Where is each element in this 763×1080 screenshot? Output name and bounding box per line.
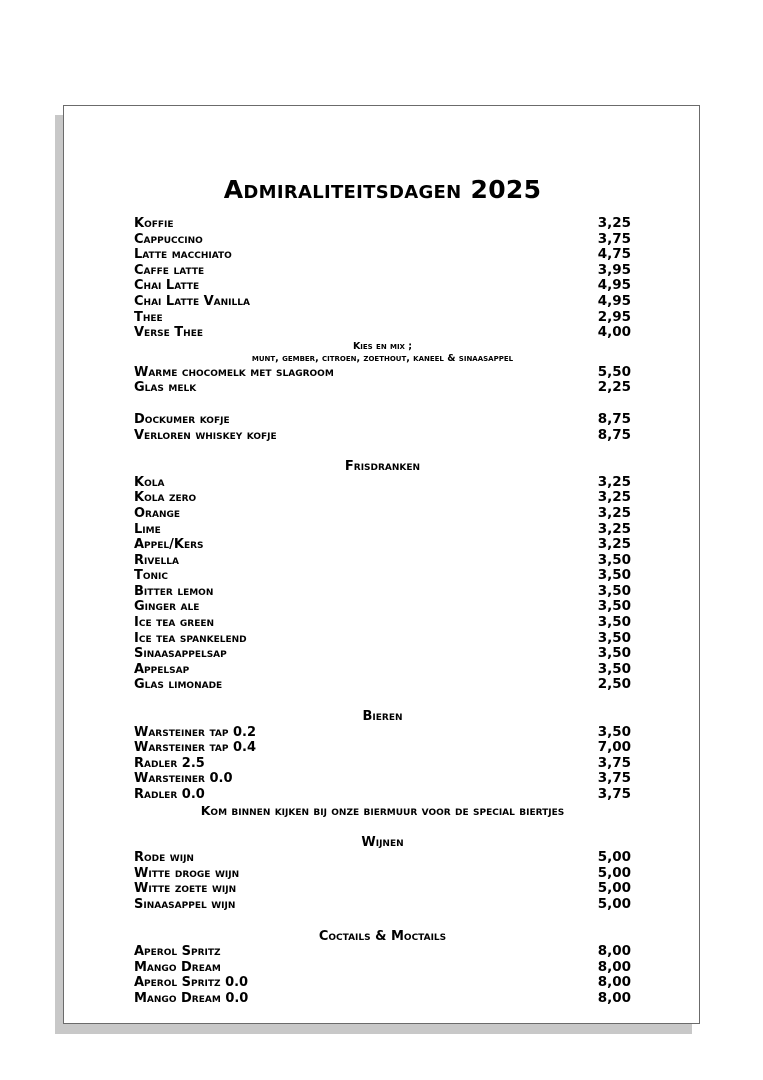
menu-item-row (134, 991, 631, 1007)
menu-item-row (134, 553, 631, 569)
biermuur-promo: Kom binnen kijken bij onze biermuur voor de special biertjes (200, 802, 565, 818)
menu-item-name: Warsteiner 0.0 (134, 771, 233, 787)
menu-item-row (134, 310, 631, 326)
menu-item-price: 8,00 (597, 974, 631, 991)
menu-item-name: Aperol Spritz 0.0 (134, 975, 249, 991)
warm-drinks-list (134, 216, 631, 341)
menu-item-price: 3,25 (597, 215, 631, 231)
menu-item-name: Tonic (134, 568, 169, 584)
menu-item-name: Warsteiner tap 0.4 (134, 740, 257, 756)
menu-item-price: 3,25 (597, 473, 631, 490)
menu-item-price: 2,95 (597, 308, 631, 325)
menu-item-name: Verse Thee (134, 325, 203, 341)
menu-page (63, 105, 700, 1024)
menu-item-name: Witte zoete wijn (134, 881, 237, 897)
menu-item-price: 3,75 (597, 754, 631, 771)
menu-item-row (134, 537, 631, 553)
menu-item-price: 3,50 (597, 614, 631, 631)
menu-item-row (134, 490, 631, 506)
menu-item-price: 2,50 (597, 676, 631, 693)
spacer (134, 396, 631, 412)
menu-item-price: 2,25 (597, 379, 631, 396)
menu-item-price: 3,95 (597, 261, 631, 278)
menu-item-row (134, 294, 631, 310)
menu-item-row (134, 475, 631, 491)
spacer (134, 913, 631, 929)
menu-item-row (134, 740, 631, 756)
menu-item-name: Glas melk (134, 380, 197, 396)
menu-item-name: Dockumer kofje (134, 411, 230, 427)
menu-item-row (134, 247, 631, 263)
menu-item-row (134, 756, 631, 772)
menu-item-row (134, 631, 631, 647)
menu-item-price: 3,25 (597, 536, 631, 553)
menu-item-name: Koffie (134, 216, 174, 231)
menu-item-row (134, 599, 631, 615)
section-heading-cocktails: Coctails & Moctails (318, 928, 447, 944)
menu-content (134, 174, 631, 1007)
menu-item-row (134, 771, 631, 787)
menu-item-row (134, 278, 631, 294)
wijnen-list (134, 850, 631, 912)
menu-item-name: Sinaasappel wijn (134, 896, 236, 912)
menu-item-name: Latte macchiato (134, 247, 232, 263)
menu-item-price: 3,50 (597, 660, 631, 677)
tea-note-flavours: munt, gember, citroen, zoethout, kaneel & sinaasappel (251, 352, 514, 364)
menu-item-price: 5,00 (597, 864, 631, 881)
menu-item-name: Radler 0.0 (134, 787, 205, 802)
menu-item-price: 3,50 (597, 582, 631, 599)
menu-item-name: Ice tea spankelend (134, 630, 247, 646)
menu-item-row (134, 944, 631, 960)
menu-item-name: Mango Dream (134, 959, 221, 975)
menu-item-row (134, 584, 631, 600)
menu-item-row (134, 216, 631, 232)
menu-item-price: 3,25 (597, 504, 631, 521)
menu-item-name: Witte droge wijn (134, 865, 240, 881)
menu-item-row (134, 866, 631, 882)
menu-item-price: 3,75 (597, 230, 631, 247)
menu-item-row (134, 325, 631, 341)
menu-item-price: 4,95 (597, 292, 631, 309)
kofje-list (134, 412, 631, 443)
menu-item-name: Warsteiner tap 0.2 (134, 724, 257, 740)
menu-item-row (134, 787, 631, 803)
menu-item-row (134, 960, 631, 976)
menu-item-name: Chai Latte Vanilla (134, 293, 250, 309)
menu-item-price: 5,00 (597, 895, 631, 912)
menu-item-price: 5,00 (597, 849, 631, 866)
menu-item-name: Kola (134, 474, 165, 490)
menu-item-row (134, 897, 631, 913)
menu-item-name: Rode wijn (134, 850, 194, 866)
menu-item-name: Glas limonade (134, 677, 223, 693)
menu-item-price: 3,50 (597, 551, 631, 568)
menu-item-row (134, 615, 631, 631)
menu-item-name: Sinaasappelsap (134, 646, 227, 662)
menu-item-price: 3,75 (597, 770, 631, 787)
menu-item-row (134, 428, 631, 444)
menu-item-price: 3,50 (597, 629, 631, 646)
spacer (134, 693, 631, 709)
bieren-list (134, 725, 631, 803)
section-heading-wijnen: Wijnen (361, 834, 404, 850)
menu-item-row (134, 646, 631, 662)
menu-item-row (134, 506, 631, 522)
menu-item-name: Verloren whiskey kofje (134, 427, 277, 443)
menu-item-price: 4,00 (597, 324, 631, 341)
menu-item-row (134, 380, 631, 396)
menu-item-name: Ice tea green (134, 615, 215, 631)
menu-title: Admiraliteitsdagen 2025 (223, 175, 542, 204)
menu-item-price: 3,75 (597, 786, 631, 802)
menu-item-row (134, 881, 631, 897)
menu-item-name: Kola zero (134, 490, 197, 506)
menu-item-row (134, 568, 631, 584)
spacer (134, 443, 631, 459)
menu-item-price: 8,75 (597, 410, 631, 427)
menu-item-row (134, 850, 631, 866)
menu-item-price: 8,00 (597, 989, 631, 1006)
section-heading-bieren: Bieren (362, 709, 403, 725)
menu-item-name: Appel/Kers (134, 537, 204, 553)
menu-item-row (134, 412, 631, 428)
menu-item-price: 3,50 (597, 567, 631, 584)
frisdranken-list (134, 475, 631, 693)
menu-item-row (134, 263, 631, 279)
menu-item-price: 8,00 (597, 958, 631, 975)
menu-item-row (134, 522, 631, 538)
menu-item-name: Aperol Spritz (134, 944, 221, 960)
menu-item-price: 3,25 (597, 489, 631, 506)
menu-item-row (134, 662, 631, 678)
menu-item-name: Chai Latte (134, 278, 200, 294)
menu-item-price: 7,00 (597, 739, 631, 756)
menu-item-name: Orange (134, 505, 181, 521)
menu-item-name: Cappuccino (134, 231, 203, 247)
menu-item-name: Lime (134, 521, 161, 537)
menu-item-row (134, 677, 631, 693)
menu-item-price: 4,75 (597, 246, 631, 263)
menu-item-name: Radler 2.5 (134, 755, 205, 771)
menu-item-price: 4,95 (597, 277, 631, 294)
menu-item-name: Appelsap (134, 661, 190, 677)
menu-item-row (134, 365, 631, 381)
menu-item-price: 8,00 (597, 943, 631, 960)
menu-item-name: Ginger ale (134, 599, 200, 615)
menu-item-price: 3,50 (597, 645, 631, 662)
menu-item-price: 8,75 (597, 426, 631, 443)
menu-item-name: Thee (134, 309, 163, 325)
menu-item-row (134, 725, 631, 741)
menu-item-price: 5,00 (597, 880, 631, 897)
menu-item-name: Warme chocomelk met slagroom (134, 364, 334, 380)
menu-item-name: Caffe latte (134, 262, 205, 278)
menu-item-price: 5,50 (597, 363, 631, 380)
cocktails-list (134, 944, 631, 1006)
menu-item-price: 3,50 (597, 723, 631, 740)
menu-item-name: Bitter lemon (134, 583, 214, 599)
section-heading-frisdranken: Frisdranken (344, 459, 421, 475)
menu-item-row (134, 975, 631, 991)
tea-note-heading: Kies en mix ; (352, 340, 413, 352)
menu-item-price: 3,50 (597, 598, 631, 615)
menu-item-price: 3,25 (597, 520, 631, 537)
menu-item-name: Rivella (134, 552, 179, 568)
menu-item-name: Mango Dream 0.0 (134, 990, 249, 1006)
warm-drinks-list-2 (134, 365, 631, 396)
menu-item-row (134, 232, 631, 248)
spacer (134, 819, 631, 835)
